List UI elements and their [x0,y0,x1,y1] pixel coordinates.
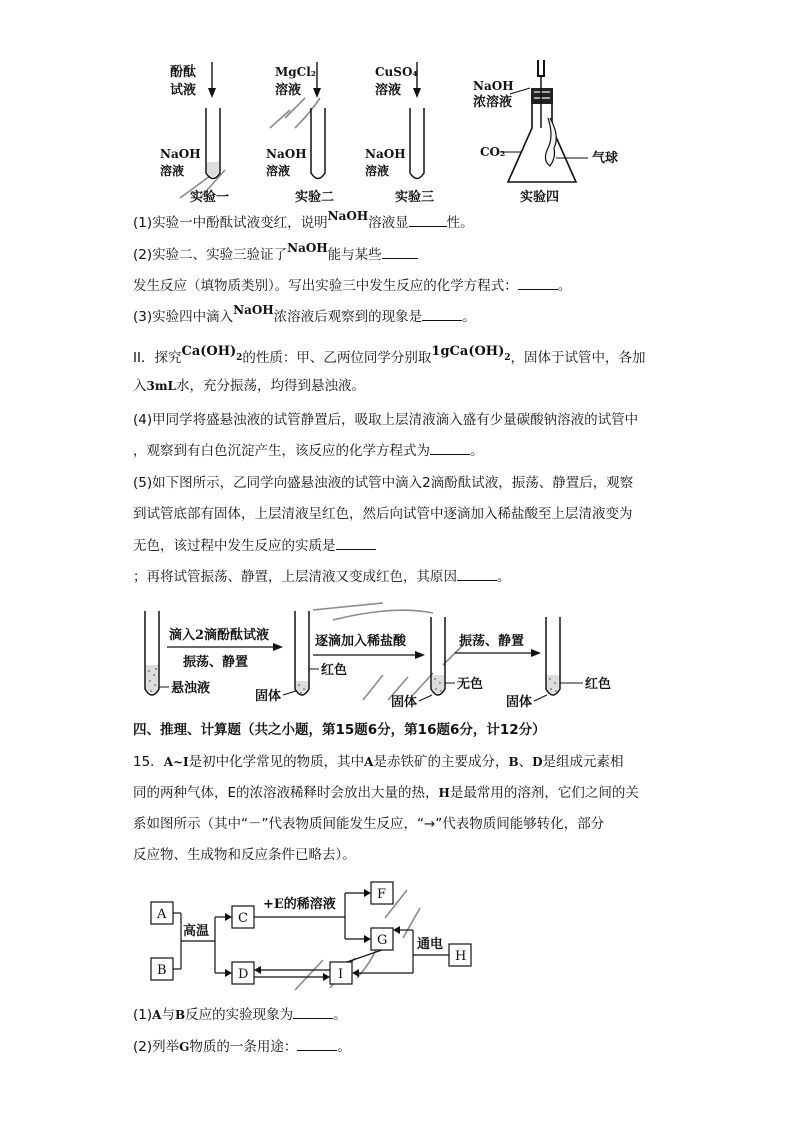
exp1-solution-2: 溶液 [160,164,185,178]
answer-blank[interactable] [409,212,447,227]
answer-blank[interactable] [422,306,462,321]
exp3-test-tube [410,108,424,179]
exp4-reagent-1: NaOH [473,79,514,93]
question-3: (3)实验四中滴入NaOH浓溶液后观察到的现象是 。 [133,303,476,325]
exp2-reagent-2: 溶液 [275,83,302,98]
label-step2: 逐滴加入稀盐酸 [315,634,407,649]
question-4-line-2: ，观察到有白色沉淀产生，该反应的化学方程式为 。 [133,440,484,461]
exp2-caption: 实验二 [295,190,335,205]
label-high-temp: 高温 [183,924,210,939]
svg-text:A: A [157,907,167,922]
q15-line-3: 系如图所示（其中“－”代表物质间能发生反应，“→”代表物质间能够转化，部分 [133,816,605,832]
stopper [531,88,553,104]
label-step1-bottom: 振荡、静置 [183,655,249,670]
label-dilute-e: +E的稀溶液 [263,897,336,912]
phenolphthalein-figure [133,605,623,710]
svg-text:H: H [455,949,467,964]
q15-sub-1: (1)A与B反应的实验现象为 。 [133,1004,347,1025]
experiment-figure [150,58,620,208]
answer-blank[interactable] [293,1004,333,1019]
answer-blank[interactable] [430,440,470,455]
answer-blank[interactable] [336,535,376,550]
question-5-line-4: ；再将试管振荡、静置，上层清液又变成红色，其原因 。 [133,566,511,587]
exp2-solution-2: 溶液 [266,164,291,178]
answer-blank[interactable] [297,1036,337,1051]
label-red-1: 红色 [321,663,348,678]
answer-blank[interactable] [457,566,497,581]
label-electrolysis: 通电 [417,937,444,952]
exp1-reagent-1: 酚酞 [170,65,197,80]
answer-blank[interactable] [382,244,418,259]
exp4-gas: CO₂ [480,145,506,159]
balloon [545,118,556,166]
svg-text:G: G [377,933,388,948]
label-step1-top: 滴入2滴酚酞试液 [169,628,270,643]
exp3-solution-2: 溶液 [365,164,390,178]
q15-line-2: 同的两种气体，E的浓溶液稀释时会放出大量的热，H是最常用的溶剂，它们之间的关 [133,785,639,801]
svg-text:B: B [157,963,167,978]
section-4-title: 四、推理、计算题（共之小题，第15题6分，第16题6分，计12分） [133,722,546,738]
question-2: (2)实验二、实验三验证了NaOH能与某些 [133,244,418,265]
label-suspension: 悬浊液 [171,681,211,696]
label-colorless: 无色 [457,677,484,692]
label-solid-1: 固体 [255,689,282,704]
answer-blank[interactable] [518,275,558,290]
part-2-intro: II．探究Ca(OH)2的性质：甲、乙两位同学分别取1gCa(OH)2，固体于试管中，各加 [133,344,646,366]
exp4-caption: 实验四 [520,190,560,205]
label-step3: 振荡、静置 [459,634,525,649]
question-5-line-1: (5)如下图所示，乙同学向盛悬浊液的试管中滴入2滴酚酞试液，振荡、静置后，观察 [133,475,634,491]
exp3-caption: 实验三 [395,190,435,205]
conical-flask [508,104,576,182]
exp3-reagent-2: 溶液 [375,83,402,98]
exp2-solution-1: NaOH [266,147,307,161]
exp2-reagent-1: MgCl₂ [275,65,317,79]
exp1-solution-1: NaOH [160,147,201,161]
question-5-line-3: 无色，该过程中发生反应的实质是 [133,535,376,556]
q15-line-4: 反应物、生成物和反应条件已略去）。 [133,847,356,863]
svg-text:I: I [338,967,344,982]
question-4-line-1: (4)甲同学将盛悬浊液的试管静置后，吸取上层清液滴入盛有少量碳酸钠溶液的试管中 [133,412,639,428]
exp1-reagent-2: 试液 [170,83,197,98]
svg-text:F: F [377,887,387,902]
label-solid-2: 固体 [391,695,418,710]
question-5-line-2: 到试管底部有固体，上层清液呈红色，然后向试管中逐滴加入稀盐酸至上层清液变为 [133,506,633,522]
exp4-balloon: 气球 [592,151,619,166]
exp1-caption: 实验一 [190,190,230,205]
exp4-reagent-2: 浓溶液 [473,95,513,110]
exp3-reagent-1: CuSO₄ [375,65,418,79]
dropper-bulb [538,60,544,76]
relation-diagram [145,878,485,993]
part-2-intro-cont: 入3mL水，充分振荡，均得到悬浊液。 [133,378,365,394]
svg-text:D: D [238,967,249,982]
q15-line-1: 15．A~I是初中化学常见的物质，其中A是赤铁矿的主要成分，B、D是组成元素相 [133,754,624,770]
question-1: (1)实验一中酚酞试液变红，说明NaOH溶液显 性。 [133,209,474,231]
exp3-solution-1: NaOH [365,147,406,161]
label-solid-3: 固体 [506,695,533,710]
label-red-2: 红色 [585,677,612,692]
question-2-cont: 发生反应（填物质类别）。写出实验三中发生反应的化学方程式： 。 [133,275,571,296]
q15-sub-2: (2)列举G物质的一条用途： 。 [133,1036,351,1057]
svg-text:C: C [238,911,248,926]
exp2-test-tube [311,108,325,179]
